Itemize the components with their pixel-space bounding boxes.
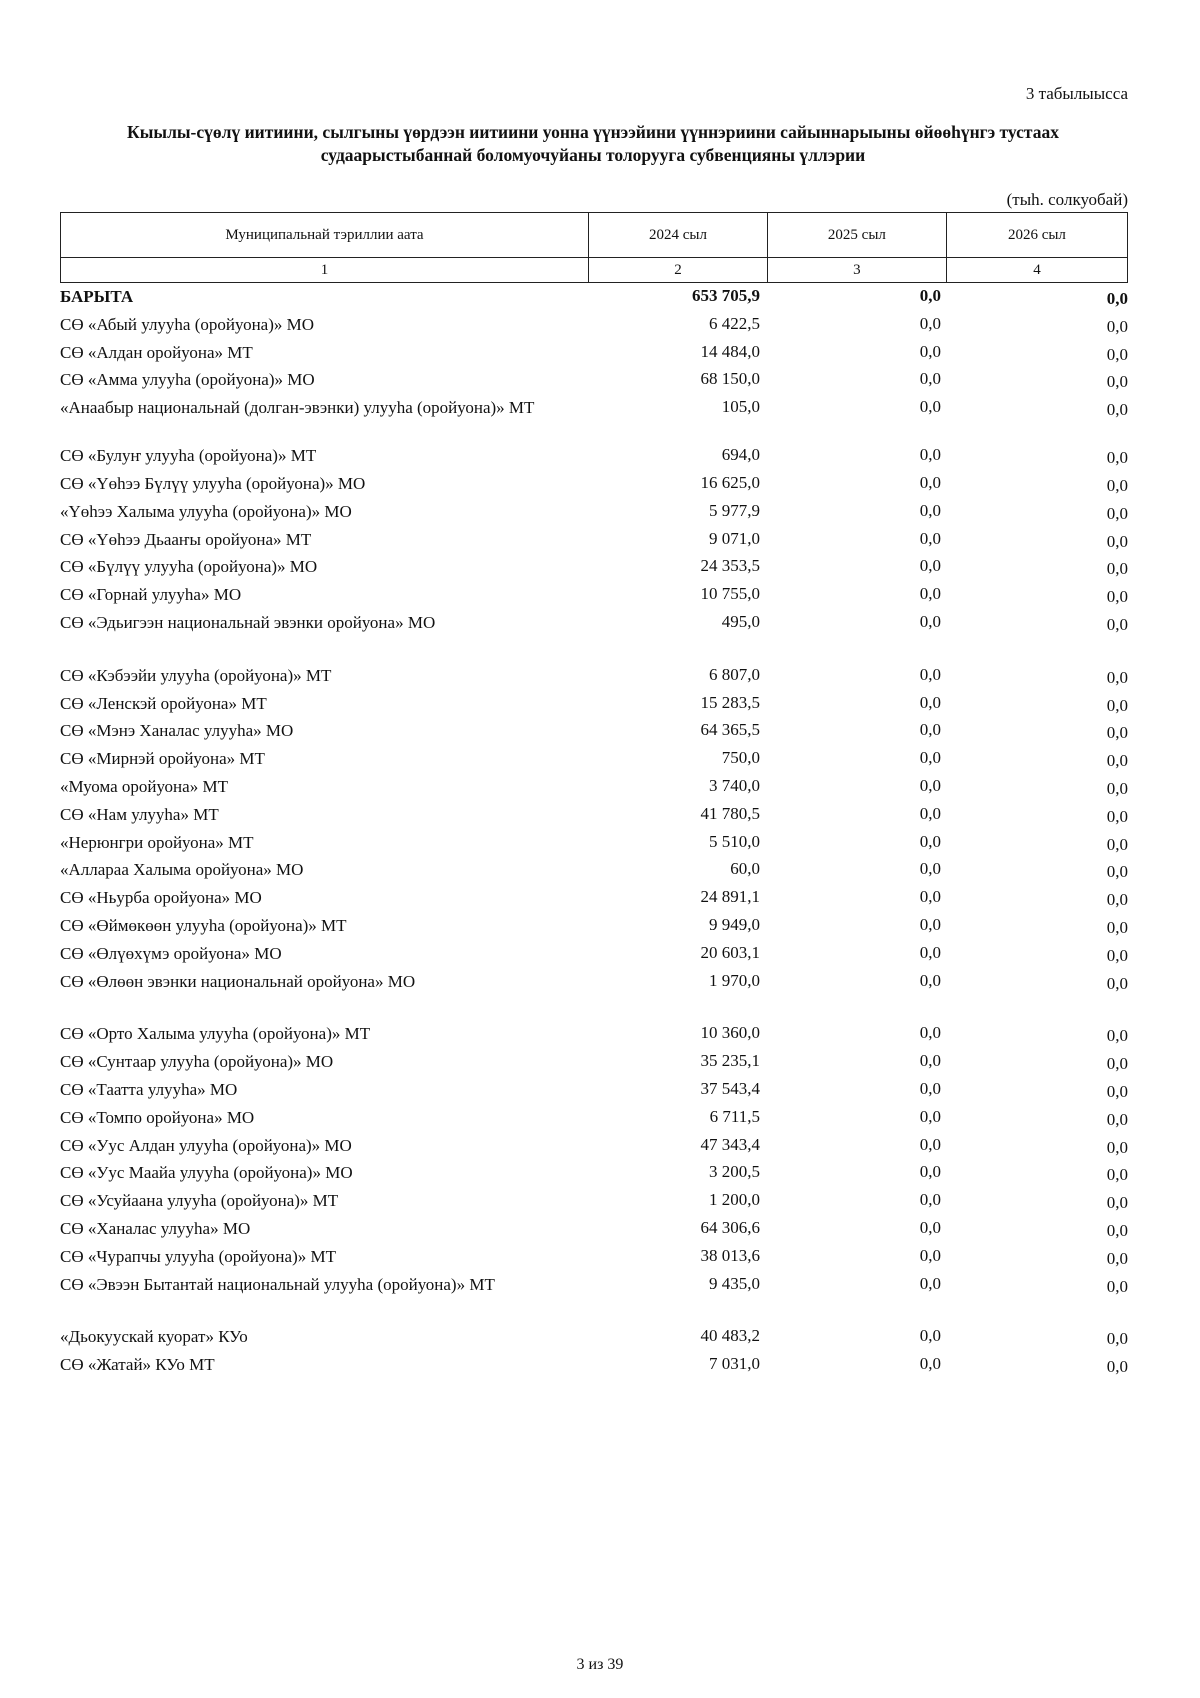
- value-2025: 0,0: [919, 584, 941, 604]
- table-row: [60, 556, 1128, 584]
- table-row: [60, 1051, 1128, 1079]
- value-2026: 0,0: [1106, 862, 1128, 882]
- value-2024: 14 484,0: [700, 341, 760, 361]
- value-2026: 0,0: [1106, 614, 1128, 634]
- value-2026: 0,0: [1106, 1329, 1128, 1349]
- value-2025: 0,0: [919, 664, 941, 684]
- units-note: (тыһ. солкуобай): [1006, 190, 1128, 209]
- value-2026: 0,0: [1106, 1193, 1128, 1213]
- value-2025: 0,0: [919, 397, 941, 417]
- value-2026: 0,0: [1106, 1137, 1128, 1157]
- municipality-name: «Муома оройуона» МТ: [60, 776, 228, 796]
- municipality-name: СӨ «Нам улууһа» МТ: [60, 804, 219, 824]
- value-2024: 60,0: [730, 859, 760, 879]
- value-2024: 16 625,0: [700, 472, 760, 492]
- table-row: [60, 971, 1128, 999]
- value-2024: 64 365,5: [700, 720, 760, 740]
- value-2025: 0,0: [919, 611, 941, 631]
- municipality-name: СӨ «Өлүөхүмэ оройуона» МО: [60, 943, 282, 963]
- value-2024: 750,0: [721, 748, 760, 768]
- value-2026: 0,0: [1106, 667, 1128, 687]
- page-number: 3 из 39: [576, 1656, 624, 1673]
- value-2025: 0,0: [919, 369, 941, 389]
- value-2024: 6 711,5: [709, 1106, 760, 1126]
- municipality-name: «Анаабыр национальнай (долган-эвэнки) улууһа (оройуона)» МТ: [60, 398, 535, 418]
- municipality-name: СӨ «Өлөөн эвэнки национальнай оройуона» МО: [60, 971, 416, 991]
- value-2025: 0,0: [919, 748, 941, 768]
- value-2026: 0,0: [1106, 475, 1128, 495]
- value-2024: 15 283,5: [700, 692, 760, 712]
- municipality-name: СӨ «Ленскэй оройуона» МТ: [60, 693, 267, 713]
- municipality-name: СӨ «Өймөкөөн улууһа (оройуона)» МТ: [60, 915, 347, 935]
- header-num-4: 4: [946, 258, 1127, 283]
- value-2025: 0,0: [919, 341, 941, 361]
- table-row: [60, 529, 1128, 557]
- value-2025: 0,0: [919, 1162, 941, 1182]
- value-2025: 0,0: [919, 313, 941, 333]
- municipality-name: СӨ «Эдьигээн национальнай эвэнки оройуона» МО: [60, 612, 436, 632]
- value-2025: 0,0: [919, 859, 941, 879]
- value-2026: 0,0: [1106, 723, 1128, 743]
- table-row: [60, 748, 1128, 776]
- table-row: [60, 1079, 1128, 1107]
- value-2025: 0,0: [919, 831, 941, 851]
- value-2026: 0,0: [1106, 751, 1128, 771]
- value-2026: 0,0: [1106, 1026, 1128, 1046]
- table-row: [60, 397, 1128, 445]
- value-2025: 0,0: [919, 445, 941, 465]
- total-2026: 0,0: [1106, 289, 1128, 308]
- municipality-name: СӨ «Жатай» КУо МТ: [60, 1355, 215, 1375]
- value-2026: 0,0: [1106, 1081, 1128, 1101]
- table-row: [60, 369, 1128, 397]
- value-2025: 0,0: [919, 1245, 941, 1265]
- value-2026: 0,0: [1106, 1165, 1128, 1185]
- value-2024: 64 306,6: [700, 1217, 760, 1237]
- table-row: [60, 665, 1128, 693]
- value-2024: 68 150,0: [700, 369, 760, 389]
- value-2024: 495,0: [721, 611, 760, 631]
- table-row: [60, 915, 1128, 943]
- total-label: БАРЫТА: [60, 287, 134, 306]
- table-row: [60, 314, 1128, 342]
- table-row: [60, 804, 1128, 832]
- value-2024: 41 780,5: [700, 803, 760, 823]
- value-2026: 0,0: [1106, 890, 1128, 910]
- table-row: [60, 584, 1128, 612]
- header-2025: 2025 сыл: [767, 213, 946, 258]
- municipality-name: СӨ «Алдан оройуона» МТ: [60, 342, 253, 362]
- value-2026: 0,0: [1106, 806, 1128, 826]
- value-2025: 0,0: [919, 1078, 941, 1098]
- value-2026: 0,0: [1106, 1220, 1128, 1240]
- municipality-name: СӨ «Үөһээ Бүлүү улууһа (оройуона)» МО: [60, 473, 366, 493]
- value-2025: 0,0: [919, 887, 941, 907]
- value-2026: 0,0: [1106, 344, 1128, 364]
- value-2025: 0,0: [919, 1051, 941, 1071]
- value-2026: 0,0: [1106, 316, 1128, 336]
- header-num-1: 1: [61, 258, 589, 283]
- municipality-name: СӨ «Ньурба оройуона» МО: [60, 888, 262, 908]
- header-num-2: 2: [589, 258, 768, 283]
- table-row: [60, 1135, 1128, 1163]
- table-row: [60, 342, 1128, 370]
- value-2025: 0,0: [919, 775, 941, 795]
- municipality-name: «Аллараа Халыма оройуона» МО: [60, 860, 304, 880]
- title-line-2: судаарыстыбаннай боломуочуйаны толоруугa субвенцияны үллэрии: [320, 145, 866, 165]
- value-2026: 0,0: [1106, 945, 1128, 965]
- group-spacer: [60, 640, 1128, 665]
- municipality-name: СӨ «Ханалас улууһа» МО: [60, 1218, 251, 1238]
- value-2024: 105,0: [721, 397, 760, 417]
- value-2026: 0,0: [1106, 372, 1128, 392]
- value-2025: 0,0: [919, 1273, 941, 1293]
- value-2026: 0,0: [1106, 503, 1128, 523]
- header-2024: 2024 сыл: [589, 213, 768, 258]
- table-row: [60, 859, 1128, 887]
- municipality-name: СӨ «Чурапчы улууһа (оройуона)» МТ: [60, 1246, 336, 1266]
- group-spacer: [60, 1301, 1128, 1326]
- value-2024: 5 977,9: [709, 500, 760, 520]
- value-2026: 0,0: [1106, 1109, 1128, 1129]
- municipality-name: СӨ «Уус Маайа улууһа (оройуона)» МО: [60, 1163, 353, 1183]
- value-2024: 9 071,0: [709, 528, 760, 548]
- header-municipality: Муниципальнай тэриллии аата: [61, 213, 589, 258]
- value-2025: 0,0: [919, 1190, 941, 1210]
- table-row: [60, 1218, 1128, 1246]
- municipality-rows: [60, 314, 1128, 1382]
- table-row: [60, 720, 1128, 748]
- value-2026: 0,0: [1106, 695, 1128, 715]
- document-title: [60, 121, 1126, 167]
- value-2026: 0,0: [1106, 400, 1128, 420]
- table-row: [60, 776, 1128, 804]
- municipality-name: СӨ «Таатта улууһа» МО: [60, 1079, 238, 1099]
- value-2025: 0,0: [919, 1023, 941, 1043]
- total-2024: 653 705,9: [692, 286, 760, 305]
- value-2026: 0,0: [1106, 778, 1128, 798]
- municipality-name: СӨ «Томпо оройуона» МО: [60, 1107, 255, 1127]
- total-2025: 0,0: [919, 286, 941, 305]
- value-2025: 0,0: [919, 1326, 941, 1346]
- value-2024: 20 603,1: [700, 942, 760, 962]
- value-2025: 0,0: [919, 1354, 941, 1374]
- value-2024: 1 200,0: [709, 1190, 760, 1210]
- value-2026: 0,0: [1106, 834, 1128, 854]
- value-2024: 10 360,0: [700, 1023, 760, 1043]
- total-row: [60, 286, 1128, 314]
- table-row: [60, 501, 1128, 529]
- table-row: [60, 1326, 1128, 1354]
- value-2025: 0,0: [919, 472, 941, 492]
- value-2024: 24 891,1: [700, 887, 760, 907]
- value-2024: 9 435,0: [709, 1273, 760, 1293]
- header-num-3: 3: [767, 258, 946, 283]
- value-2024: 7 031,0: [709, 1354, 760, 1374]
- value-2025: 0,0: [919, 970, 941, 990]
- value-2025: 0,0: [919, 803, 941, 823]
- value-2026: 0,0: [1106, 448, 1128, 468]
- value-2025: 0,0: [919, 692, 941, 712]
- value-2024: 1 970,0: [709, 970, 760, 990]
- table-body: [60, 286, 1128, 1382]
- municipality-name: СӨ «Мэнэ Ханалас улууһа» МО: [60, 721, 294, 741]
- municipality-name: СӨ «Амма улууһа (оройуона)» МО: [60, 370, 315, 390]
- municipality-name: «Нерюнгри оройуона» МТ: [60, 832, 254, 852]
- value-2026: 0,0: [1106, 1248, 1128, 1268]
- municipality-name: СӨ «Абый улууһа (оройуона)» МО: [60, 314, 315, 334]
- title-line-1: Кыылы-сүөлү иитиини, сылгыны үөрдээн иитиини уонна үүнээйини үүннэриини сайыннарыыны өйөөһүнгэ тустаах: [127, 122, 1059, 142]
- value-2024: 3 200,5: [709, 1162, 760, 1182]
- value-2025: 0,0: [919, 500, 941, 520]
- table-header: [60, 212, 1128, 283]
- municipality-name: СӨ «Бүлүү улууһа (оройуона)» МО: [60, 557, 318, 577]
- value-2026: 0,0: [1106, 1357, 1128, 1377]
- municipality-name: СӨ «Горнай улууһа» МО: [60, 585, 242, 605]
- value-2026: 0,0: [1106, 973, 1128, 993]
- table-row: [60, 1274, 1128, 1302]
- table-row: [60, 1354, 1128, 1382]
- municipality-name: СӨ «Булуҥ улууһа (оройуона)» МТ: [60, 446, 317, 466]
- header-2026: 2026 сыл: [946, 213, 1127, 258]
- table-row: [60, 473, 1128, 501]
- value-2026: 0,0: [1106, 1276, 1128, 1296]
- value-2024: 47 343,4: [700, 1134, 760, 1154]
- value-2024: 6 807,0: [709, 664, 760, 684]
- value-2025: 0,0: [919, 720, 941, 740]
- table-row: [60, 832, 1128, 860]
- table-row: [60, 1162, 1128, 1190]
- table-row: [60, 1246, 1128, 1274]
- value-2025: 0,0: [919, 1106, 941, 1126]
- value-2026: 0,0: [1106, 1054, 1128, 1074]
- municipality-name: СӨ «Мирнэй оройуона» МТ: [60, 749, 265, 769]
- value-2024: 24 353,5: [700, 556, 760, 576]
- value-2024: 10 755,0: [700, 584, 760, 604]
- value-2025: 0,0: [919, 528, 941, 548]
- municipality-name: СӨ «Орто Халыма улууһа (оройуона)» МТ: [60, 1024, 371, 1044]
- value-2024: 37 543,4: [700, 1078, 760, 1098]
- value-2024: 5 510,0: [709, 831, 760, 851]
- value-2024: 9 949,0: [709, 914, 760, 934]
- table-row: [60, 1107, 1128, 1135]
- value-2026: 0,0: [1106, 587, 1128, 607]
- value-2026: 0,0: [1106, 531, 1128, 551]
- municipality-name: «Үөһээ Халыма улууһа (оройуона)» МО: [60, 501, 352, 521]
- value-2025: 0,0: [919, 556, 941, 576]
- value-2024: 694,0: [721, 445, 760, 465]
- municipality-name: СӨ «Кэбээйи улууһа (оройуона)» МТ: [60, 665, 332, 685]
- table-row: [60, 887, 1128, 915]
- value-2025: 0,0: [919, 1134, 941, 1154]
- municipality-name: СӨ «Усуйаана улууһа (оройуона)» МТ: [60, 1191, 339, 1211]
- value-2024: 40 483,2: [700, 1326, 760, 1346]
- municipality-name: СӨ «Эвээн Бытантай национальнай улууһа (оройуона)» МТ: [60, 1274, 495, 1294]
- value-2024: 3 740,0: [709, 775, 760, 795]
- value-2024: 6 422,5: [709, 313, 760, 333]
- table-row: [60, 612, 1128, 640]
- table-row: [60, 693, 1128, 721]
- table-row: [60, 445, 1128, 473]
- table-row: [60, 1190, 1128, 1218]
- group-spacer: [60, 998, 1128, 1023]
- value-2024: 38 013,6: [700, 1245, 760, 1265]
- value-2025: 0,0: [919, 1217, 941, 1237]
- table-row: [60, 943, 1128, 971]
- value-2026: 0,0: [1106, 559, 1128, 579]
- municipality-name: СӨ «Үөһээ Дьааҥы оройуона» МТ: [60, 529, 312, 549]
- table-row: [60, 1023, 1128, 1051]
- municipality-name: СӨ «Сунтаар улууһа (оройуона)» МО: [60, 1052, 334, 1072]
- value-2026: 0,0: [1106, 917, 1128, 937]
- value-2024: 35 235,1: [700, 1051, 760, 1071]
- value-2025: 0,0: [919, 914, 941, 934]
- value-2025: 0,0: [919, 942, 941, 962]
- municipality-name: «Дьокуускай куорат» КУо: [60, 1327, 248, 1347]
- municipality-name: СӨ «Уус Алдан улууһа (оройуона)» МО: [60, 1135, 352, 1155]
- appendix-number: 3 табылыысса: [1025, 84, 1128, 103]
